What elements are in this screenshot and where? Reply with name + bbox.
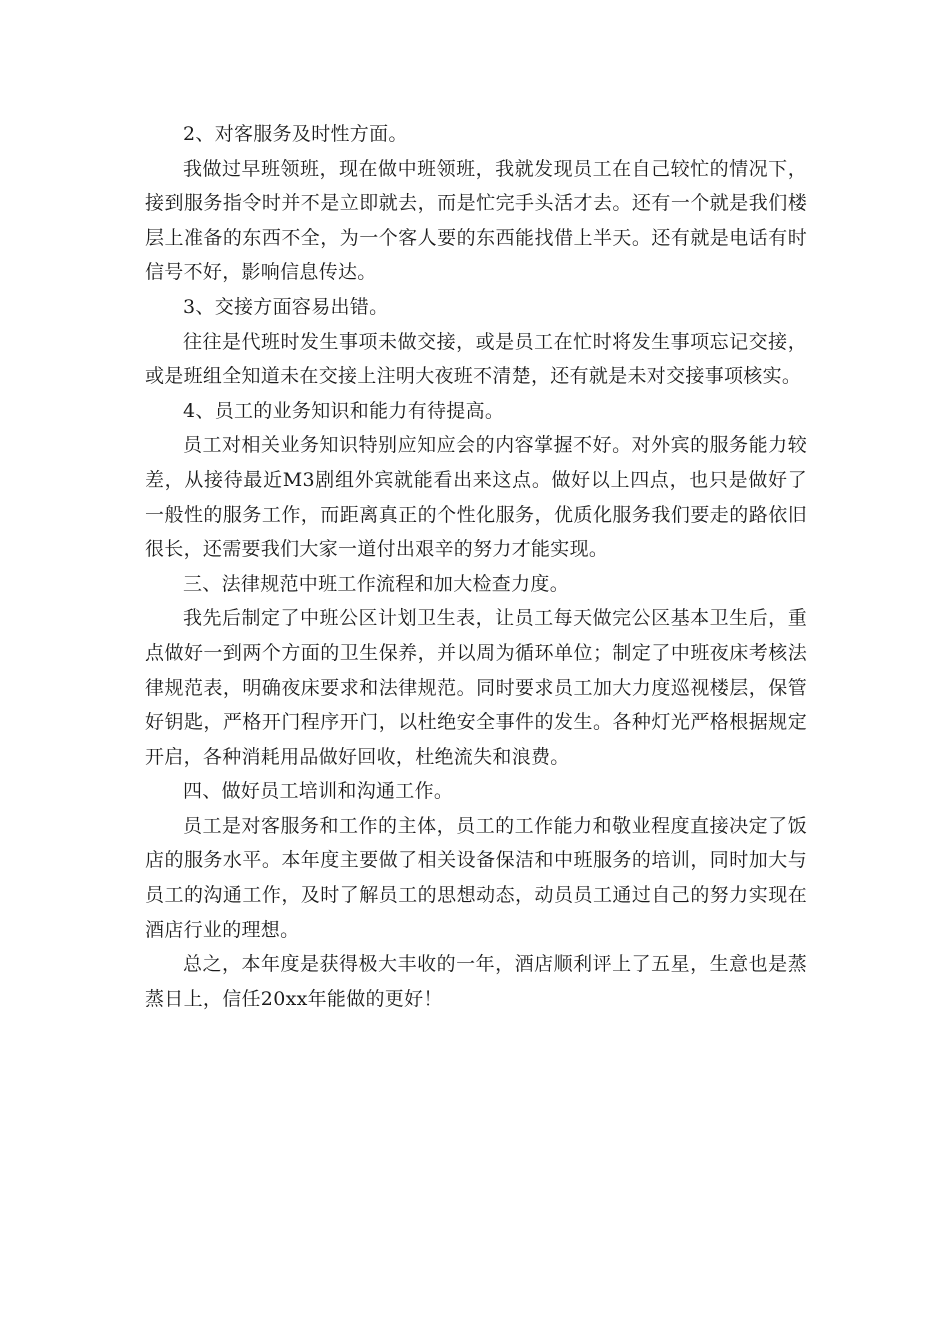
paragraph-handover-errors: 往往是代班时发生事项未做交接，或是员工在忙时将发生事项忘记交接，或是班组全知道未在交接上注明大夜班不清楚，还有就是未对交接事项核实。 <box>145 330 807 388</box>
paragraph-training-communication: 员工是对客服务和工作的主体，员工的工作能力和敬业程度直接决定了饭店的服务水平。本年度主要做了相关设备保洁和中班服务的培训，同时加大与员工的沟通工作，及时了解员工的思想动态，动员员工通过自己的努力实现在酒店行业的理想。 <box>145 814 807 941</box>
section-heading-handover-errors: 3、交接方面容易出错。 <box>183 295 389 318</box>
section-heading-workflow-inspection: 三、法律规范中班工作流程和加大检查力度。 <box>183 572 570 595</box>
document-body <box>145 117 807 1016</box>
paragraph-workflow-inspection: 我先后制定了中班公区计划卫生表，让员工每天做完公区基本卫生后，重点做好一到两个方面的卫生保养，并以周为循环单位；制定了中班夜床考核法律规范表，明确夜床要求和法律规范。同时要求员工加大力度巡视楼层，保管好钥匙，严格开门程序开门，以杜绝安全事件的发生。各种灯光严格根据规定开启，各种消耗用品做好回收，杜绝流失和浪费。 <box>145 607 807 768</box>
paragraph-staff-knowledge: 员工对相关业务知识特别应知应会的内容掌握不好。对外宾的服务能力较差，从接待最近M3剧组外宾就能看出来这点。做好以上四点，也只是做好了一般性的服务工作，而距离真正的个性化服务，优质化服务我们要走的路依旧很长，还需要我们大家一道付出艰辛的努力才能实现。 <box>145 434 807 561</box>
section-heading-staff-knowledge: 4、员工的业务知识和能力有待提高。 <box>183 399 505 422</box>
paragraph-conclusion: 总之，本年度是获得极大丰收的一年，酒店顺利评上了五星，生意也是蒸蒸日上，信任20xx年能做的更好！ <box>145 953 807 1010</box>
section-heading-service-timeliness: 2、对客服务及时性方面。 <box>183 123 408 145</box>
section-heading-training-communication: 四、做好员工培训和沟通工作。 <box>183 780 454 803</box>
paragraph-service-timeliness: 我做过早班领班，现在做中班领班，我就发现员工在自己较忙的情况下，接到服务指令时并不是立即就去，而是忙完手头活才去。还有一个就是我们楼层上准备的东西不全，为一个客人要的东西能找借上半天。还有就是电话有时信号不好，影响信息传达。 <box>145 157 807 284</box>
